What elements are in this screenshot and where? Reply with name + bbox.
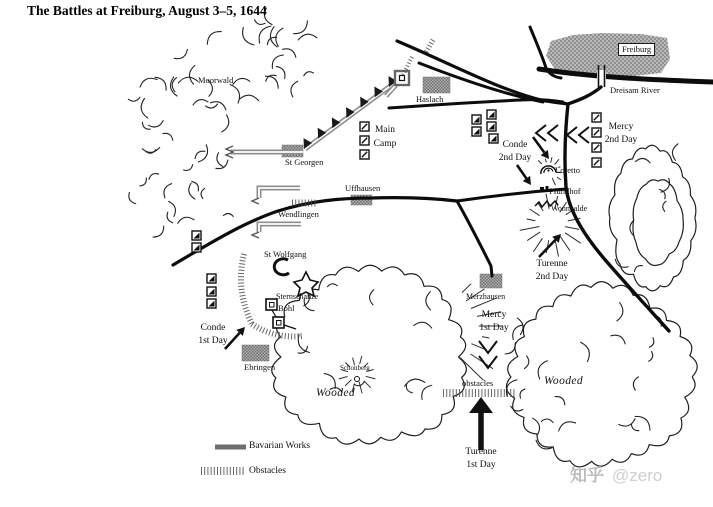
label-pfundhof: Pfundhof	[549, 186, 581, 196]
redoubt-fort-icon	[395, 71, 409, 85]
loretto-arcs-icon	[541, 166, 556, 174]
label-loretto: Loretto	[555, 165, 581, 175]
conde-2nd-name: Conde	[502, 140, 528, 150]
obstacles-band-haslach-1	[425, 40, 433, 54]
mercy-1st-chevrons-icon	[479, 341, 497, 368]
label-st-wolfgang: St Wolfgang	[264, 249, 307, 259]
mercy-2nd-chevrons-icon	[536, 125, 589, 143]
legend-bavarian-works-label: Bavarian Works	[249, 441, 311, 451]
village-haslach-block	[423, 77, 450, 93]
turenne-1st-name: Turenne	[465, 447, 497, 457]
map-title: The Battles at Freiburg, August 3–5, 1644	[27, 3, 267, 18]
turenne-2nd-day: 2nd Day	[535, 272, 569, 282]
label-obstacles-note: obstacles	[462, 378, 494, 388]
label-turenne-1st-day	[452, 446, 510, 472]
label-conde-2nd-day	[490, 139, 540, 165]
schonberg-hilltop-icon	[355, 377, 360, 382]
st-wolfgang-fort-icon	[274, 259, 289, 275]
label-merzhausen: Merzhausen	[466, 292, 506, 301]
wooded-area-outlines	[272, 145, 697, 467]
mercy-1st-day: 1st Day	[479, 323, 509, 333]
label-haslach: Haslach	[416, 94, 444, 104]
label-wendlingen: Wendlingen	[278, 209, 319, 219]
watermark	[570, 461, 662, 486]
label-mercy-1st-day	[468, 309, 520, 335]
label-moorwald: Moorwald	[198, 75, 234, 85]
label-mercy-2nd-day	[598, 121, 644, 147]
road-merzhausen-branch	[457, 201, 492, 276]
legend-obstacles-label: Obstacles	[249, 466, 286, 476]
watermark-handle: @zero	[612, 466, 663, 485]
label-wooded-right: Wooded	[544, 375, 584, 387]
label-main-camp: Main Camp	[373, 125, 397, 149]
label-wonnhalde: Wonnhalde	[551, 204, 588, 213]
label-uffhausen: Uffhausen	[345, 183, 381, 193]
label-schonberg: Schonberg	[340, 364, 370, 372]
conde-1st-name: Conde	[200, 323, 226, 333]
mercy-2nd-day: 2nd Day	[604, 135, 638, 145]
mercy-2nd-name: Mercy	[608, 122, 634, 132]
conde-2nd-day: 2nd Day	[498, 153, 532, 163]
road-main-west	[173, 198, 457, 265]
conde-1st-day: 1st Day	[198, 336, 228, 346]
label-st-georgen: St Georgen	[285, 157, 324, 167]
watermark-brand: 知乎	[570, 466, 604, 485]
label-conde-1st-day	[188, 322, 238, 348]
label-ebringen: Ebringen	[244, 362, 276, 372]
label-turenne-2nd-day	[524, 258, 580, 284]
turenne-2nd-name: Turenne	[536, 259, 568, 269]
label-wooded-left: Wooded	[316, 387, 356, 399]
obstacles-band-bohl-arc	[241, 254, 252, 324]
turenne-1st-day: 1st Day	[466, 460, 496, 470]
legend-swatches	[201, 447, 246, 471]
label-bohl: Bohl	[278, 303, 295, 313]
label-sternschanze: Sternschanze	[276, 292, 319, 301]
village-ebringen-block	[242, 345, 269, 361]
label-freiburg: Freiburg	[618, 43, 655, 56]
label-dreisam-river: Dreisam River	[610, 85, 660, 95]
mercy-1st-name: Mercy	[481, 310, 507, 320]
